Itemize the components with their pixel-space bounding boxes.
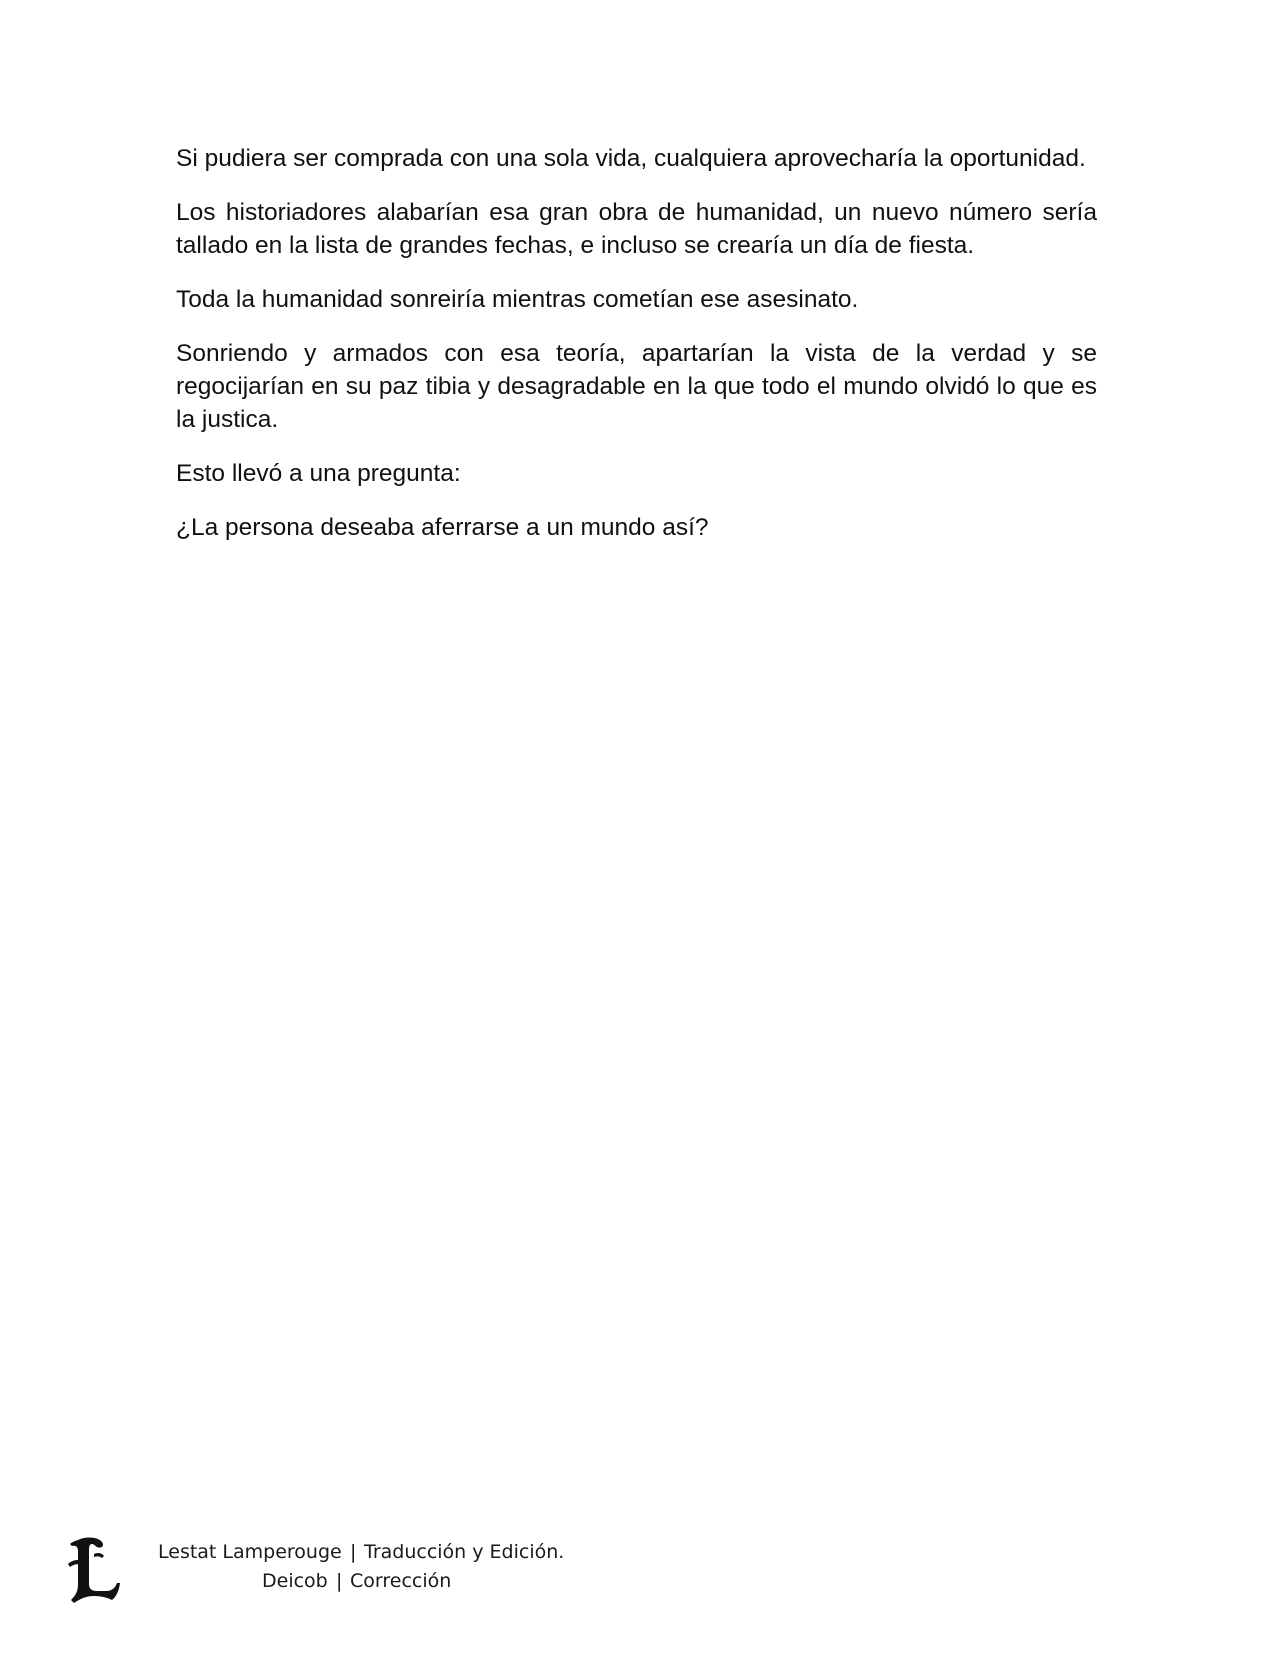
- paragraph: Toda la humanidad sonreiría mientras cometían ese asesinato.: [176, 286, 859, 313]
- credit-separator: |: [336, 1570, 343, 1592]
- paragraph: Si pudiera ser comprada con una sola vida, cualquiera aprovecharía la oportunidad.: [176, 145, 1086, 172]
- paragraph: ¿La persona deseaba aferrarse a un mundo así?: [176, 514, 709, 541]
- credit-role: Corrección: [350, 1570, 452, 1592]
- paragraph: Esto llevó a una pregunta:: [176, 460, 461, 487]
- paragraph: Sonriendo y armados con esa teoría, apartarían la vista de la verdad y se regocijarían en su paz tibia y desagradable en la que todo el mundo olvidó lo que es la justica.: [176, 340, 1097, 433]
- credit-name: Deicob: [262, 1570, 328, 1592]
- page-footer: [64, 1534, 624, 1614]
- page-body: [176, 142, 1097, 565]
- credit-separator: |: [350, 1541, 357, 1563]
- credit-role: Traducción y Edición.: [364, 1541, 565, 1563]
- gothic-l-logo-icon: [64, 1534, 128, 1606]
- paragraph: Los historiadores alabarían esa gran obra de humanidad, un nuevo número sería tallado en la lista de grandes fechas, e incluso se crearía un día de fiesta.: [176, 199, 1097, 259]
- credit-name: Lestat Lamperouge: [158, 1541, 342, 1563]
